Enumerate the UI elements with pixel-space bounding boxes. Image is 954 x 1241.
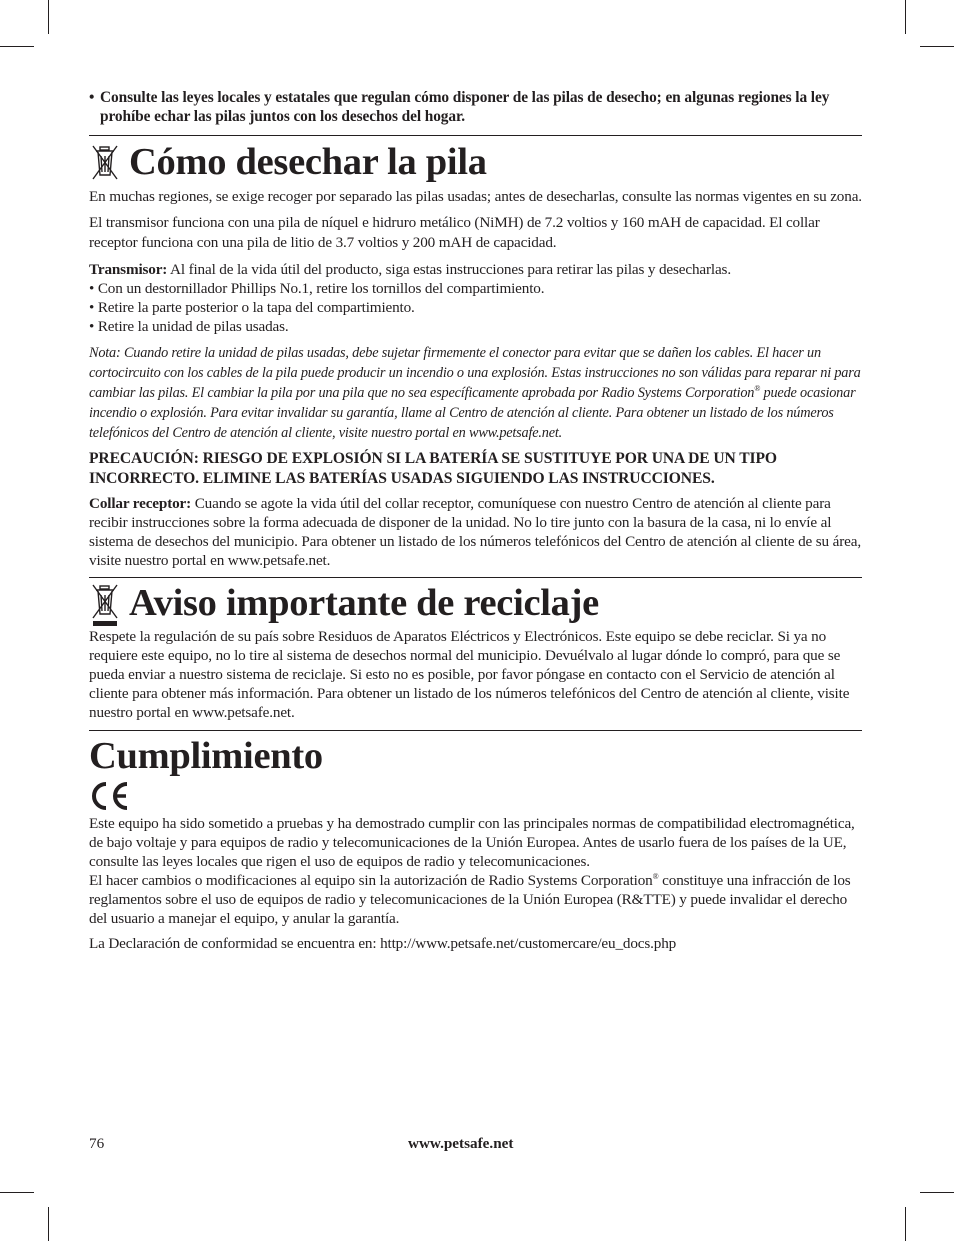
recycling-section [89, 582, 862, 722]
battery-disposal-title: Cómo desechar la pila [129, 141, 487, 183]
transmitter-label: Transmisor: [89, 261, 168, 278]
crop-mark [0, 46, 34, 47]
disposal-law-note [89, 88, 862, 126]
recycling-heading [89, 582, 862, 624]
weee-bin-icon [89, 583, 121, 623]
note-text-start: Nota: Cuando retire la unidad de pilas usadas, debe sujetar firmemente el conector para evitar que se dañen los cables. El hacer un cortocircuito con los cables de la pila puede producir un incendio o una explosión. Estas instrucciones no son válidas para reparar ni para cambiar las pilas. El cambiar la pila por una pila que no sea específicamente aprobada por Radio Systems Corporation [89, 345, 861, 401]
section-divider [89, 135, 862, 136]
compliance-title: Cumplimiento [89, 735, 323, 777]
crop-mark [48, 0, 49, 34]
compliance-section [89, 735, 862, 954]
crop-mark [905, 0, 906, 34]
note-text-end: puede ocasionar incendio o explosión. Para evitar invalidar su garantía, llame al Centro de atención al cliente. Para obtener un listado de los números telefónicos del Centro de atención al cliente, visite nuestro portal en www.petsafe.net. [89, 385, 856, 441]
collection-paragraph: En muchas regiones, se exige recoger por separado las pilas usadas; antes de desecharlas, consulte las normas vigentes en su zona. [89, 188, 862, 205]
section-divider [89, 730, 862, 731]
battery-disposal-section [89, 141, 862, 570]
crop-mark [48, 1207, 49, 1241]
crop-mark [0, 1192, 34, 1193]
ce-mark-icon [89, 780, 131, 812]
section-divider [89, 577, 862, 578]
ce-mark-label: CE [89, 780, 91, 781]
receiver-text: Cuando se agote la vida útil del collar receptor, comuníquese con nuestro Centro de atención al cliente para recibir instrucciones sobre la forma adecuada de disponer de la unidad. No lo tire junto con la basura de la casa, ni lo envíe al sistema de desechos del municipio. Para obtener un listado de los números telefónicos del Centro de atención al cliente de su área, visite nuestro portal en www.petsafe.net. [89, 495, 861, 569]
receiver-paragraph [89, 494, 862, 570]
crossed-bin-icon [89, 142, 121, 182]
crop-mark [905, 1207, 906, 1241]
transmitter-paragraph [89, 260, 862, 279]
crop-mark [920, 46, 954, 47]
bullet: • [89, 89, 95, 106]
modification-text-end: constituye una infracción de los reglamentos sobre el uso de equipos de radio y telecomunicaciones de la Unión Europea (R&TTE) y puede invalidar el derecho del usuario a manejar el equipo, y anular la garantía. [89, 872, 851, 927]
step-item: • Con un destornillador Phillips No.1, retire los tornillos del compartimiento. [89, 280, 545, 297]
step-item: • Retire la parte posterior o la tapa del compartimiento. [89, 299, 415, 316]
battery-specs-paragraph: El transmisor funciona con una pila de níquel e hidruro metálico (NiMH) de 7.2 voltios y 160 mAH de capacidad. El collar receptor funciona con una pila de litio de 3.7 voltios y 200 mAH de capacidad. [89, 214, 820, 251]
battery-disposal-heading [89, 141, 862, 183]
disposal-law-note-text: Consulte las leyes locales y estatales que regulan cómo disponer de las pilas de desecho; en algunas regiones la ley prohíbe echar las pilas juntos con los desechos del hogar. [100, 89, 830, 125]
modification-paragraph [89, 871, 862, 928]
battery-warning-note [89, 343, 862, 443]
recycling-paragraph: Respete la regulación de su país sobre Residuos de Aparatos Eléctricos y Electrónicos. Este equipo se debe reciclar. Si ya no requiere este equipo, no lo tire al sistema de desechos normal del municipio. Devuélvalo al lugar dónde lo compró, para que se pueda enviar a nuestro sistema de reciclaje. Si esto no es posible, por favor póngase en contacto con el Servicio de atención al cliente para obtener más información. Para obtener un listado de los números telefónicos del Centro de atención al cliente, visite nuestro portal en www.petsafe.net. [89, 628, 850, 721]
compliance-paragraph: Este equipo ha sido sometido a pruebas y ha demostrado cumplir con las principales normas de compatibilidad electromagnética, de bajo voltaje y para equipos de radio y telecomunicaciones de la Unión Europea. Antes de usarlo fuera de los países de la UE, consulte las leyes locales que rigen el uso de equipos de radio y telecomunicaciones. [89, 815, 855, 870]
crop-mark [920, 1192, 954, 1193]
recycling-title: Aviso importante de reciclaje [129, 582, 599, 624]
registered-mark: ® [754, 384, 761, 394]
transmitter-text: Al final de la vida útil del producto, siga estas instrucciones para retirar las pilas y desecharlas. [170, 261, 731, 278]
explosion-caution: PRECAUCIÓN: RIESGO DE EXPLOSIÓN SI LA BATERÍA SE SUSTITUYE POR UNA DE UN TIPO INCORRECTO. ELIMINE LAS BATERÍAS USADAS SIGUIENDO LAS INSTRUCCIONES. [89, 450, 777, 487]
receiver-label: Collar receptor: [89, 495, 192, 512]
step-item: • Retire la unidad de pilas usadas. [89, 318, 289, 335]
registered-mark: ® [652, 871, 659, 881]
page-number: 76 [89, 1135, 105, 1152]
modification-text-start: El hacer cambios o modificaciones al equipo sin la autorización de Radio Systems Corporation [89, 872, 653, 889]
declaration-paragraph: La Declaración de conformidad se encuentra en: http://www.petsafe.net/customercare/eu_docs.php [89, 935, 677, 952]
page-content [89, 88, 862, 954]
transmitter-instructions [89, 260, 862, 336]
footer-website: www.petsafe.net [408, 1135, 514, 1152]
